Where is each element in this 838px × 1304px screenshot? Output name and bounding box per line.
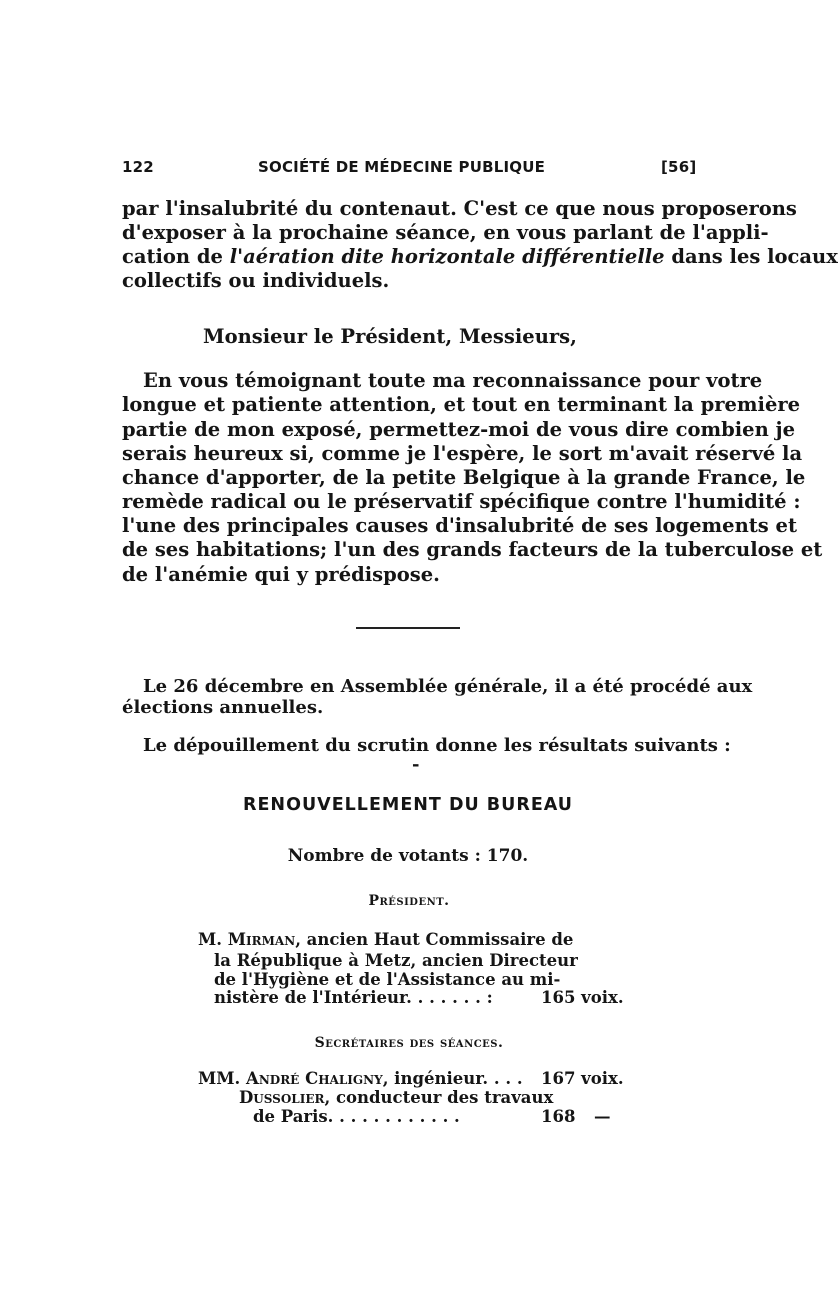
paragraph2-line: partie de mon exposé, permettez-moi de vous dire combien je — [122, 418, 796, 441]
assembly-line3: Le dépouillement du scrutin donne les résultats suivants : — [143, 735, 731, 756]
paragraph2-line: l'une des principales causes d'insalubrité de ses logements et — [122, 514, 797, 537]
secretary1-line — [198, 1069, 523, 1088]
paragraph2-line: En vous témoignant toute ma reconnaissance pour votre — [143, 369, 763, 392]
president-name: Mirman — [227, 930, 296, 949]
president-line1 — [198, 930, 573, 949]
voters-line: Nombre de votants : 170. — [287, 846, 529, 866]
assembly-line2: élections annuelles. — [122, 697, 324, 718]
line3-pre: cation de — [122, 245, 230, 268]
secretary1-rest: , ingénieur. . . . — [382, 1069, 523, 1088]
president-line2: la République à Metz, ancien Directeur — [214, 951, 578, 970]
paragraph2-line: chance d'apporter, de la petite Belgique à la grande France, le — [122, 466, 806, 489]
secretaries-prefix: MM. — [198, 1069, 247, 1088]
running-title: SOCIÉTÉ DE MÉDECINE PUBLIQUE — [258, 158, 546, 176]
salutation: Monsieur le Président, Messieurs, — [203, 325, 577, 348]
secretary1-name: André Chaligny — [246, 1069, 383, 1088]
assembly-line1: Le 26 décembre en Assemblée générale, il a été procédé aux — [143, 676, 753, 697]
secretary1-votes: 167 voix. — [541, 1069, 624, 1088]
paragraph1-line4: collectifs ou individuels. — [122, 269, 390, 292]
president-heading: Président. — [368, 893, 450, 909]
paragraph2-line: serais heureux si, comme je l'espère, le sort m'avait réservé la — [122, 442, 803, 465]
secretaries-heading: Secrétaires des séances. — [314, 1035, 504, 1051]
section-divider — [356, 627, 460, 629]
secretary2-votes-dash: — — [594, 1107, 611, 1126]
paragraph1-line3 — [122, 245, 838, 269]
president-votes: 165 voix. — [541, 988, 624, 1007]
line3-post: dans les locaux — [664, 245, 838, 268]
paragraph2-line: de ses habitations; l'un des grands facteurs de la tuberculose et — [122, 538, 823, 561]
section-ref: [56] — [661, 158, 697, 176]
president-line4: nistère de l'Intérieur. . . . . . . : — [214, 988, 493, 1007]
president-line3: de l'Hygiène et de l'Assistance au mi- — [214, 970, 561, 989]
secretary2-line2: de Paris. . . . . . . . . . . . — [253, 1107, 460, 1126]
president-line1-rest: , ancien Haut Commissaire de — [295, 930, 574, 949]
paragraph1-line2: d'exposer à la prochaine séance, en vous parlant de l'appli- — [122, 221, 769, 244]
page-number: 122 — [122, 158, 154, 176]
secretary2-line — [239, 1088, 553, 1107]
secretary2-rest: , conducteur des travaux — [324, 1088, 554, 1107]
president-prefix: M. — [198, 930, 228, 949]
paragraph2-line: remède radical ou le préservatif spécifique contre l'humidité : — [122, 490, 801, 513]
section-title: RENOUVELLEMENT DU BUREAU — [243, 795, 573, 815]
paragraph2-line: de l'anémie qui y prédispose. — [122, 563, 440, 586]
secretary2-name: Dussolier — [239, 1088, 325, 1107]
paragraph2-line: longue et patiente attention, et tout en terminant la première — [122, 393, 801, 416]
secretary2-votes: 168 — [541, 1107, 576, 1126]
aeration-term: l'aération dite horizontale différentielle — [229, 245, 665, 268]
dash-mark: - — [412, 754, 420, 775]
paragraph1-line1: par l'insalubrité du contenaut. C'est ce que nous proposerons — [122, 197, 797, 220]
